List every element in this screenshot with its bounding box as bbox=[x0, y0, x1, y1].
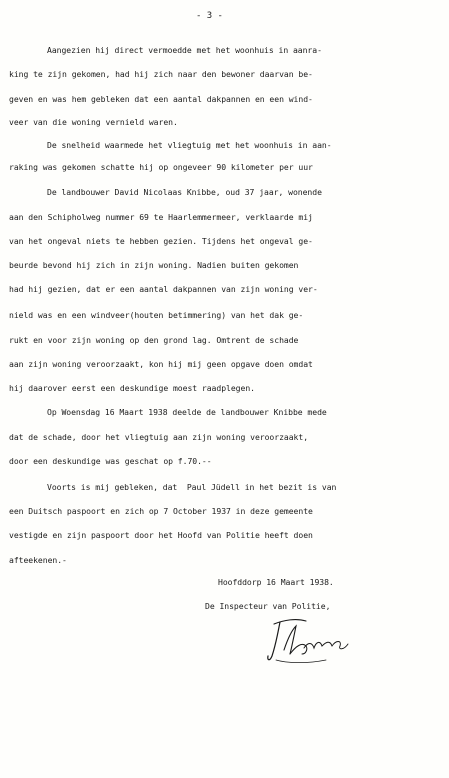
text-line: veer van die woning vernield waren. bbox=[9, 117, 178, 127]
text-line: Aangezien hij direct vermoedde met het woonhuis in aanra- bbox=[47, 45, 322, 55]
text-line: aan den Schipholweg nummer 69 te Haarlemmermeer, verklaarde mij bbox=[9, 212, 313, 222]
text-line: van het ongeval niets te hebben gezien. Tijdens het ongeval ge- bbox=[9, 236, 313, 246]
text-line: aan zijn woning veroorzaakt, kon hij mij geen opgave doen omdat bbox=[9, 359, 313, 369]
text-line: king te zijn gekomen, had hij zich naar den bewoner daarvan be- bbox=[9, 69, 313, 79]
text-line: beurde bevond hij zich in zijn woning. Nadien buiten gekomen bbox=[9, 260, 299, 270]
text-line: door een deskundige was geschat op f.70.-- bbox=[9, 456, 212, 466]
text-line: nield was en een windveer(houten betimmering) van het dak ge- bbox=[9, 310, 304, 320]
text-line: dat de schade, door het vliegtuig aan zijn woning veroorzaakt, bbox=[9, 432, 309, 442]
text-line: een Duitsch paspoort en zich op 7 October 1937 in deze gemeente bbox=[9, 506, 313, 516]
text-line: vestigde en zijn paspoort door het Hoofd van Politie heeft doen bbox=[9, 530, 313, 540]
page-number: - 3 - bbox=[196, 11, 223, 21]
text-line: hij daarover eerst een deskundige moest raadplegen. bbox=[9, 383, 255, 393]
text-line: rukt en voor zijn woning op den grond lag. Omtrent de schade bbox=[9, 335, 299, 345]
text-line: afteekenen.- bbox=[9, 555, 67, 565]
text-line: Voorts is mij gebleken, dat Paul Jüdell in het bezit is van bbox=[47, 482, 337, 492]
text-line: geven en was hem gebleken dat een aantal dakpannen en een wind- bbox=[9, 94, 313, 104]
text-line: Op Woensdag 16 Maart 1938 deelde de landbouwer Knibbe mede bbox=[47, 407, 327, 417]
place-date: Hoofddorp 16 Maart 1938. bbox=[218, 577, 334, 587]
signatory-title: De Inspecteur van Politie, bbox=[205, 601, 331, 611]
handwritten-signature bbox=[266, 616, 356, 666]
text-line: had hij gezien, dat er een aantal dakpannen van zijn woning ver- bbox=[9, 284, 318, 294]
text-line: raking was gekomen schatte hij op ongeveer 90 kilometer per uur bbox=[9, 162, 313, 172]
text-line: De snelheid waarmede het vliegtuig met het woonhuis in aan- bbox=[47, 140, 332, 150]
text-line: De landbouwer David Nicolaas Knibbe, oud 37 jaar, wonende bbox=[47, 187, 322, 197]
